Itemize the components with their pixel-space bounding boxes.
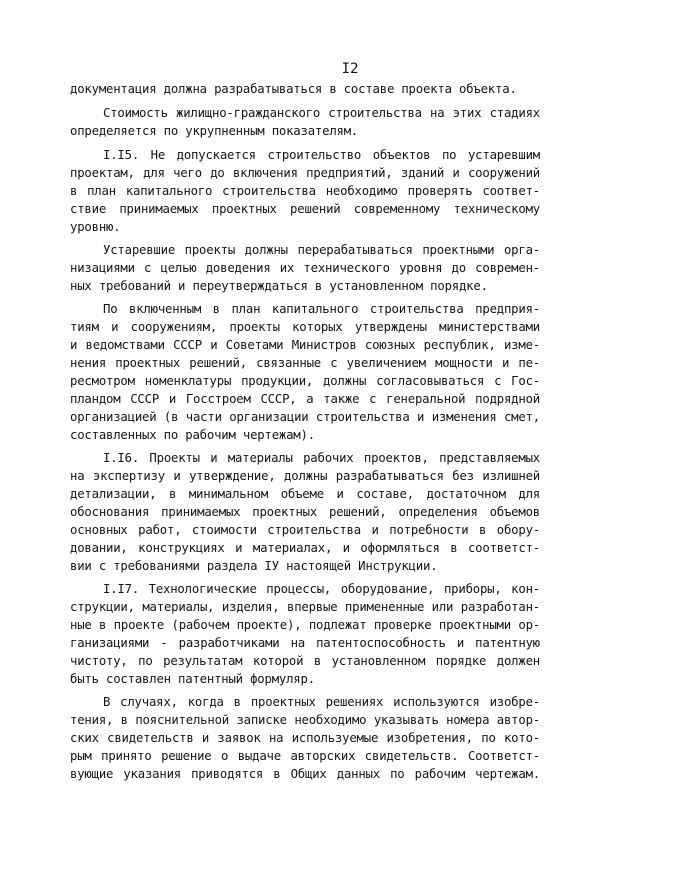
text-line: ствие принимаемых проектных решений современному техническому <box>70 202 540 216</box>
text-line: ных требований и переутверждаться в установленном порядке. <box>70 279 488 293</box>
text-line: пландом СССР и Госстроем СССР, а также с генеральной подрядной <box>70 392 540 406</box>
text-line: I.I6. Проекты и материалы рабочих проектов, представляемых <box>103 451 540 465</box>
text-line: рым принято решение о выдаче авторских свидетельств. Соответст- <box>70 749 540 763</box>
text-line: тения, в пояснительной записке необходимо указывать номера автор- <box>70 713 540 727</box>
text-line: нения проектных решений, связанные с увеличением мощности и пе- <box>70 356 540 370</box>
text-line: и ведомствами СССР и Советами Министров союзных республик, изме- <box>70 338 540 352</box>
text-line: обоснования принимаемых проектных решений, определения объемов <box>70 505 540 519</box>
text-line: на экспертизу и утверждение, должны разрабатываться без излишней <box>70 469 540 483</box>
text-line: вии с требованиями раздела IУ настоящей Инструкции. <box>70 559 438 573</box>
text-line: I.I5. Не допускается строительство объектов по устаревшим <box>103 148 540 162</box>
text-line: уровню. <box>70 220 121 234</box>
text-line: вующие указания приводятся в Общих данных по рабочим чертежам. <box>70 767 540 781</box>
text-line: быть составлен патентный формуляр. <box>70 672 315 686</box>
text-line: Устаревшие проекты должны перерабатываться проектными орга- <box>103 243 540 257</box>
text-line: организацией (в части организации строительства и изменения смет, <box>70 410 540 424</box>
text-line: в план капитального строительства необходимо проверять соответ- <box>70 184 540 198</box>
text-line: тиям и сооружениям, проекты которых утверждены министерствами <box>70 320 540 334</box>
text-line: В случаях, когда в проектных решениях используются изобре- <box>103 695 540 709</box>
text-line: ресмотром номенклатуры продукции, должны согласовываться с Гос- <box>70 374 540 388</box>
text-line: I.I7. Технологические процессы, оборудование, приборы, кон- <box>103 582 540 596</box>
text-line: довании, конструкциях и материалах, и оформляться в соответст- <box>70 541 540 555</box>
text-line: По включенным в план капитального строительства предприя- <box>103 302 540 316</box>
text-line: основных работ, стоимости строительства и потребности в обору- <box>70 523 540 537</box>
text-line: детализации, в минимальном объеме и составе, достаточном для <box>70 487 540 501</box>
page-number: I2 <box>341 61 359 77</box>
text-line: низациями с целью доведения их технического уровня до современ- <box>70 261 540 275</box>
text-line: ные в проекте (рабочем проекте), подлежат проверке проектными ор- <box>70 618 540 632</box>
text-line: проектам, для чего до включения предприятий, зданий и сооружений <box>70 166 540 180</box>
text-line: Стоимость жилищно-гражданского строительства на этих стадиях <box>103 106 540 120</box>
text-line: составленных по рабочим чертежам). <box>70 428 315 442</box>
text-line: чистоту, по результатам которой в установленном порядке должен <box>70 654 540 668</box>
text-line: ганизациями - разработчиками на патентоспособность и патентную <box>70 636 540 650</box>
text-line: струкции, материалы, изделия, впервые примененные или разработан- <box>70 600 540 614</box>
text-line: документация должна разрабатываться в составе проекта объекта. <box>70 82 517 96</box>
text-line: определяется по укрупненным показателям. <box>70 124 359 138</box>
text-line: ских свидетельств и заявок на используемые изобретения, по кото- <box>70 731 540 745</box>
